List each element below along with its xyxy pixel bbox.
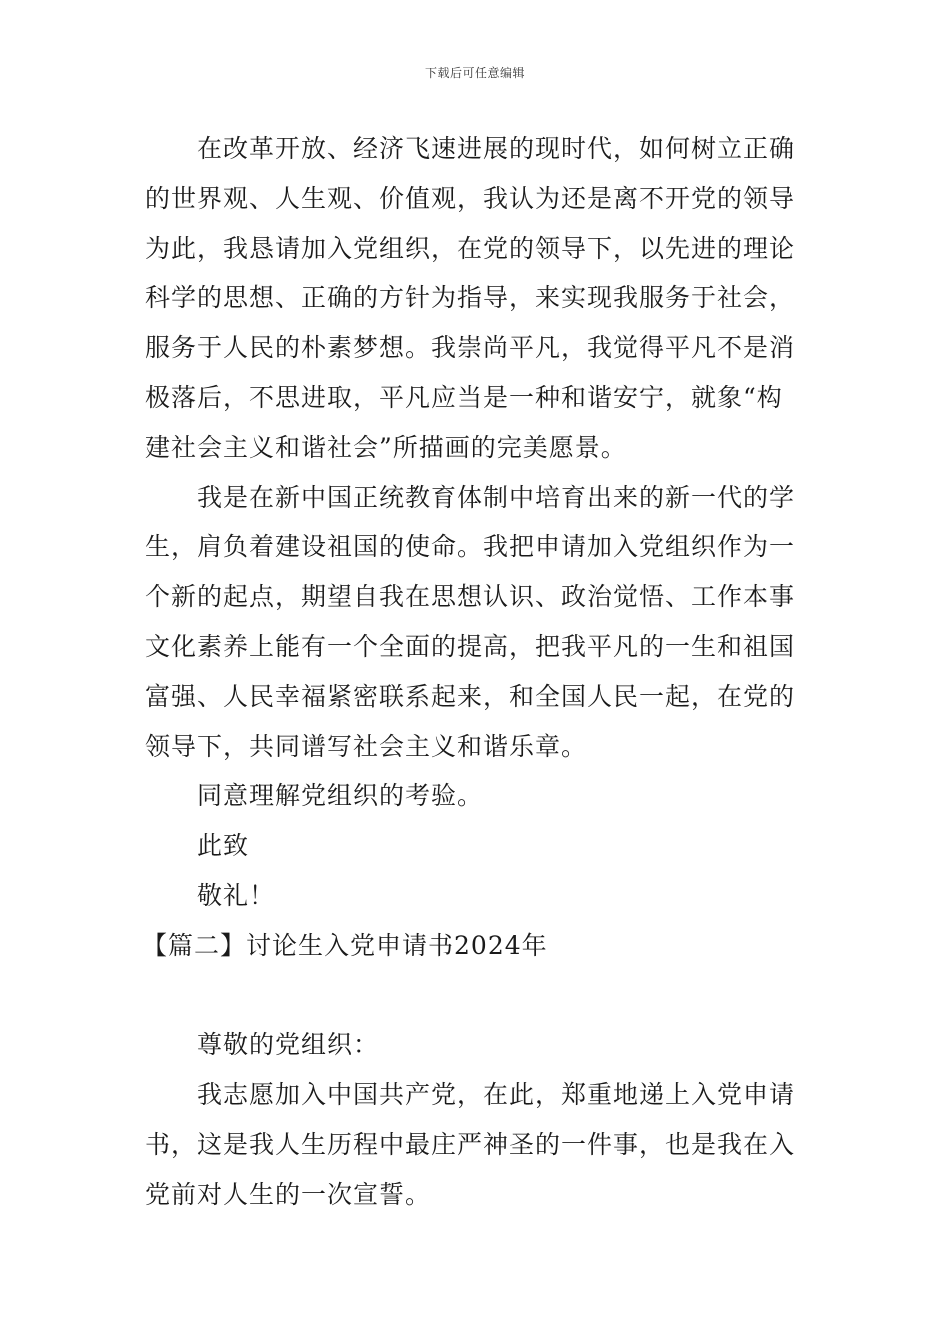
text-line: 科学的思想、正确的方针为指导，来实现我服务于社会， bbox=[145, 283, 796, 313]
text-line: 我志愿加入中国共产党，在此，郑重地递上入党申请 bbox=[197, 1080, 796, 1110]
closing-line-2: 敬礼！ bbox=[197, 880, 276, 910]
closing-line-1: 此致 bbox=[197, 831, 250, 861]
paragraph-3 bbox=[145, 1070, 810, 1219]
text-line: 在改革开放、经济飞速进展的现时代，如何树立正确 bbox=[197, 134, 796, 163]
text-line: 文化素养上能有一个全面的提高，把我平凡的一生和祖国 bbox=[145, 631, 796, 661]
text-line: 为此，我恳请加入党组织，在党的领导下，以先进的理论 bbox=[145, 233, 796, 263]
text-line: 我是在新中国正统教育体制中培育出来的新一代的学 bbox=[197, 482, 796, 512]
paragraph-1 bbox=[145, 124, 810, 473]
text-line: 极落后，不思进取，平凡应当是一种和谐安宁，就象“构 bbox=[145, 382, 783, 412]
text-line: 个新的起点，期望自我在思想认识、政治觉悟、工作本事 bbox=[145, 582, 796, 612]
blank-line bbox=[145, 971, 810, 1021]
text-line: 生，肩负着建设祖国的使命。我把申请加入党组织作为一 bbox=[145, 532, 796, 562]
text-line: 服务于人民的朴素梦想。我崇尚平凡，我觉得平凡不是消 bbox=[145, 333, 796, 363]
text-line: 党前对人生的一次宣誓。 bbox=[145, 1179, 432, 1209]
page-header-note: 下载后可任意编辑 bbox=[424, 66, 525, 80]
section-heading: 【篇二】讨论生入党申请书2024年 bbox=[142, 930, 548, 960]
text-line: 的世界观、人生观、价值观，我认为还是离不开党的领导 bbox=[145, 183, 796, 213]
acceptance-line: 同意理解党组织的考验。 bbox=[197, 781, 484, 811]
text-line: 领导下，共同谱写社会主义和谐乐章。 bbox=[145, 731, 588, 761]
text-line: 书，这是我人生历程中最庄严神圣的一件事，也是我在入 bbox=[145, 1129, 796, 1159]
text-line: 建社会主义和谐社会”所描画的完美愿景。 bbox=[145, 432, 627, 462]
salutation: 尊敬的党组织： bbox=[197, 1030, 380, 1060]
document-body bbox=[142, 124, 810, 1220]
text-line: 富强、人民幸福紧密联系起来，和全国人民一起，在党的 bbox=[145, 681, 796, 711]
paragraph-2 bbox=[145, 473, 810, 772]
